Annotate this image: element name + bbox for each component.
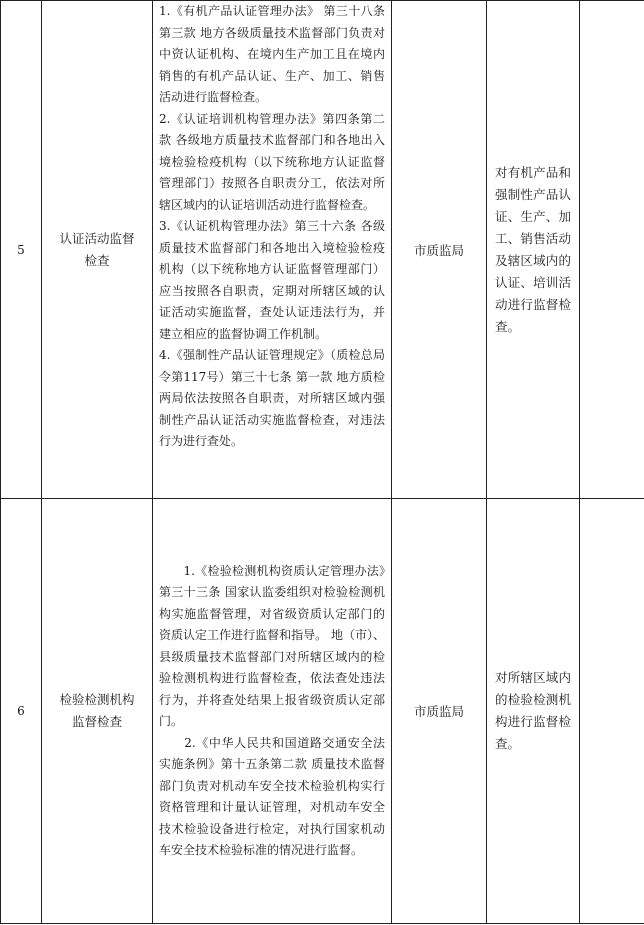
row-number: 6: [1, 499, 42, 924]
basis-clause: 1.《检验检测机构资质认定管理办法》 第三十三条 国家认监委组织对检验检测机构实施监督管理，对省级资质认定部门的资质认定工作进行监督和指导。 地（市）、县级质量技术监督部门对所辖区域内的检验检测机构进行监督检查，依法查处违法行为，并将查处结果上报省级资质认定部门。: [159, 563, 398, 728]
item-name: [42, 499, 153, 924]
basis-clause: 1.《有机产品认证管理办法》 第三十八条第三款 地方各级质量技术监督部门负责对中资认证机构、在境内生产加工且在境内销售的有机产品认证、生产、加工、销售活动进行监督检查。: [159, 4, 385, 104]
basis-clause: 2.《中华人民共和国道路交通安全法实施条例》第十五条第二款 质量技术监督部门负责对机动车安全技术检验机构实行资格管理和计量认证管理，对机动车安全技术检验设备进行检定，对执行国家机动车安全技术检验标准的情况进行监督。: [159, 735, 385, 857]
responsible-department: 市质监局: [392, 499, 487, 924]
basis-clause: 4.《强制性产品认证管理规定》（质检总局令第117号）第三十七条 第一款 地方质检两局依法按照各自职责，对所辖区域内强制性产品认证活动实施监督检查，对违法行为进行查处。: [159, 348, 385, 448]
basis-clause: 3.《认证机构管理办法》第三十六条 各级质量技术监督部门和各地出入境检验检疫机构（以下统称地方认证监督管理部门）应当按照各自职责，定期对所辖区域的认证活动实施监督，查处认证违法行为，并建立相应的监督协调工作机制。: [159, 219, 385, 341]
duty-text: 对所辖区域内的检验检测机构进行监督检查。: [495, 670, 571, 751]
legal-basis: [153, 1, 392, 499]
legal-basis: [153, 499, 398, 924]
duty-text: 对有机产品和强制性产品认证、生产、加工、销售活动及辖区域内的认证、培训活动进行监督检查。: [495, 164, 571, 334]
empty-cell: [580, 499, 644, 924]
table-row: [1, 1, 644, 499]
duty-description: [487, 499, 580, 924]
row-number: 5: [1, 1, 42, 499]
table-row: [1, 499, 644, 924]
item-name: [42, 1, 153, 499]
empty-cell: [580, 1, 644, 499]
duty-description: [487, 1, 580, 499]
responsible-department: 市质监局: [392, 1, 487, 499]
item-name-text: 认证活动监督检查: [59, 230, 135, 268]
basis-clause: 2.《认证培训机构管理办法》第四条第二款 各级地方质量技术监督部门和各地出入境检验检疫机构（以下统称地方认证监督管理部门）按照各自职责分工，依法对所辖区域内的认证培训活动进行监督检查。: [159, 111, 385, 212]
item-name-text: 检验检测机构监督检查: [59, 692, 135, 729]
